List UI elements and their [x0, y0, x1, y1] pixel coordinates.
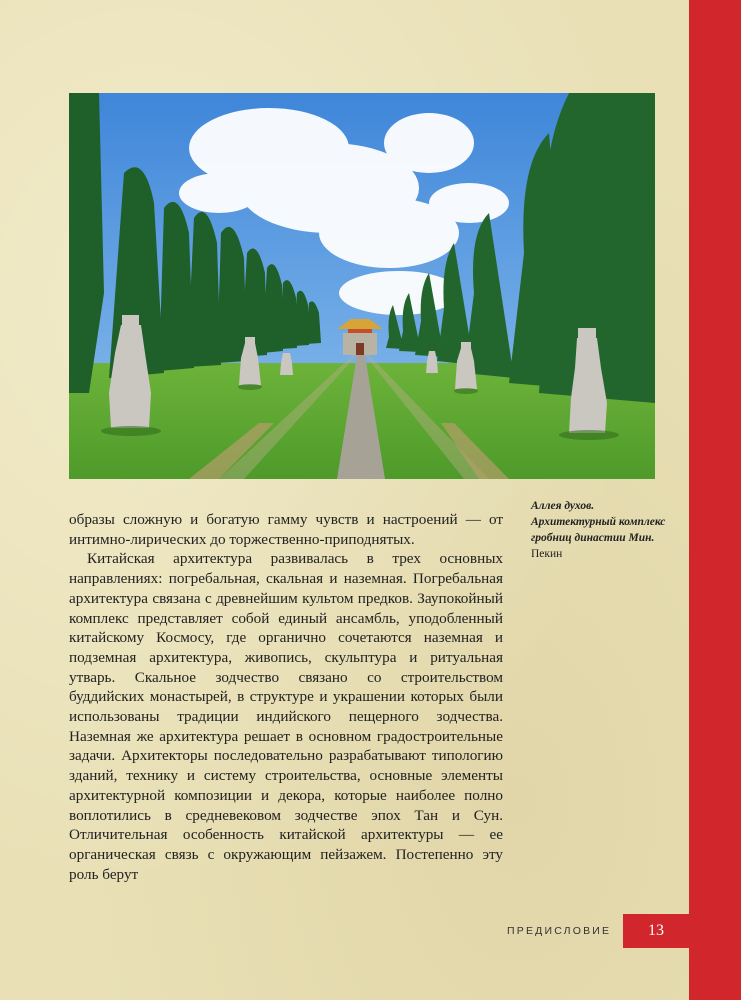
- caption-place: Пекин: [531, 548, 563, 560]
- caption-title: Аллея духов. Архитектурный комплекс гробниц династии Мин.: [531, 500, 666, 544]
- paragraph: образы сложную и богатую гамму чувств и настроений — от интимно-лирических до торжественно-приподнятых.: [69, 511, 503, 548]
- paragraph: Китайская архитектура развивалась в трех основных направлениях: погребальная, скальная и наземная. Погребальная архитектура связана с древнейшим культом предков. Заупокойный комплекс представляет собой единый ансамбль, уподобленный китайскому Космосу, где органично сочетаются наземная и подземная архитектура, живопись, скульптура и ритуальная утварь. Скальное зодчество связано со строительством буддийских монастырей, в структуре и украшении которых были использованы традиции индийского пещерного зодчества. Наземная же архитектура решает в основном градостроительные задачи. Архитекторы последовательно разрабатывают типологию зданий, технику и систему строительства, основные элементы архитектурной композиции и декора, которые наиболее полно воплотились в средневековом зодчестве эпох Тан и Сун. Отличительная особенность китайской архитектуры — ее органическая связь с окружающим пейзажем. Постепенно эту роль берут: [69, 550, 503, 883]
- page-number: 13: [623, 914, 689, 948]
- photo-illustration: [69, 93, 655, 479]
- photo-spirit-way: [69, 93, 655, 479]
- body-text: [69, 510, 503, 884]
- page-edge-bar: [689, 0, 741, 1000]
- section-label: ПРЕДИСЛОВИЕ: [507, 925, 612, 937]
- photo-caption: [531, 498, 681, 562]
